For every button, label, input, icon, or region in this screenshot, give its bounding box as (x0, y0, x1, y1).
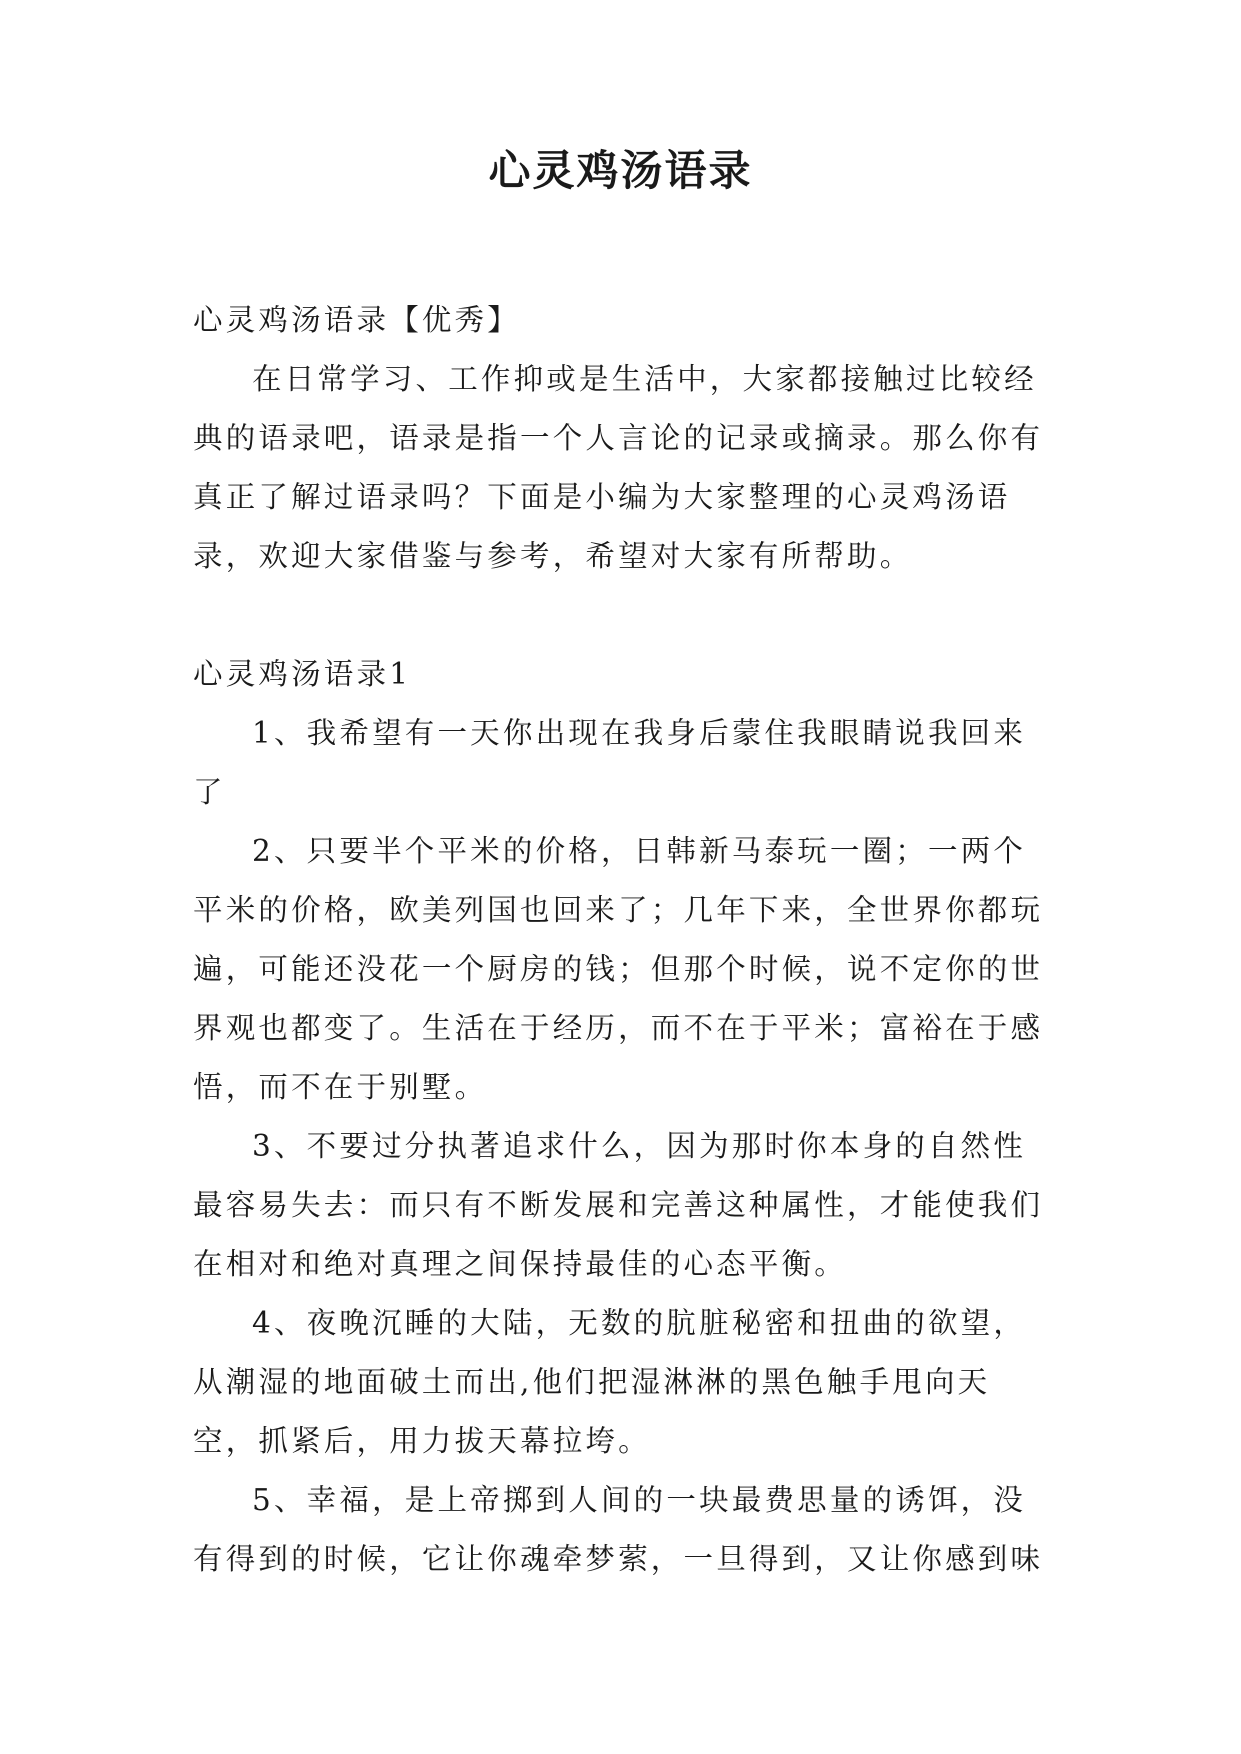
intro-paragraph: 在日常学习、工作抑或是生活中，大家都接触过比较经典的语录吧，语录是指一个人言论的记录或摘录。那么你有真正了解过语录吗？下面是小编为大家整理的心灵鸡汤语录，欢迎大家借鉴与参考，希望对大家有所帮助。 (193, 362, 1044, 573)
quote-paragraph: 5、幸福，是上帝掷到人间的一块最费思量的诱饵，没有得到的时候，它让你魂牵梦萦，一旦得到，又让你感到味 (193, 1483, 1044, 1576)
subtitle: 心灵鸡汤语录【优秀】 (193, 303, 521, 337)
quote-paragraph: 2、只要半个平米的价格，日韩新马泰玩一圈；一两个平米的价格，欧美列国也回来了；几年下来，全世界你都玩遍，可能还没花一个厨房的钱；但那个时候，说不定你的世界观也都变了。生活在于经历，而不在于平米；富裕在于感悟，而不在于别墅。 (193, 834, 1044, 1104)
document-title: 心灵鸡汤语录 (488, 146, 753, 195)
quote-paragraph: 4、夜晚沉睡的大陆，无数的肮脏秘密和扭曲的欲望，从潮湿的地面破土而出,他们把湿淋淋的黑色触手甩向天空，抓紧后，用力拔天幕拉垮。 (193, 1306, 1027, 1458)
document-body (193, 291, 1049, 1589)
quote-paragraph: 3、不要过分执著追求什么，因为那时你本身的自然性最容易失去：而只有不断发展和完善这种属性，才能使我们在相对和绝对真理之间保持最佳的心态平衡。 (193, 1129, 1044, 1281)
section-heading: 心灵鸡汤语录1 (193, 657, 412, 691)
quote-paragraph: 1、我希望有一天你出现在我身后蒙住我眼睛说我回来了 (193, 716, 1027, 809)
paragraph-gap (193, 586, 1049, 645)
